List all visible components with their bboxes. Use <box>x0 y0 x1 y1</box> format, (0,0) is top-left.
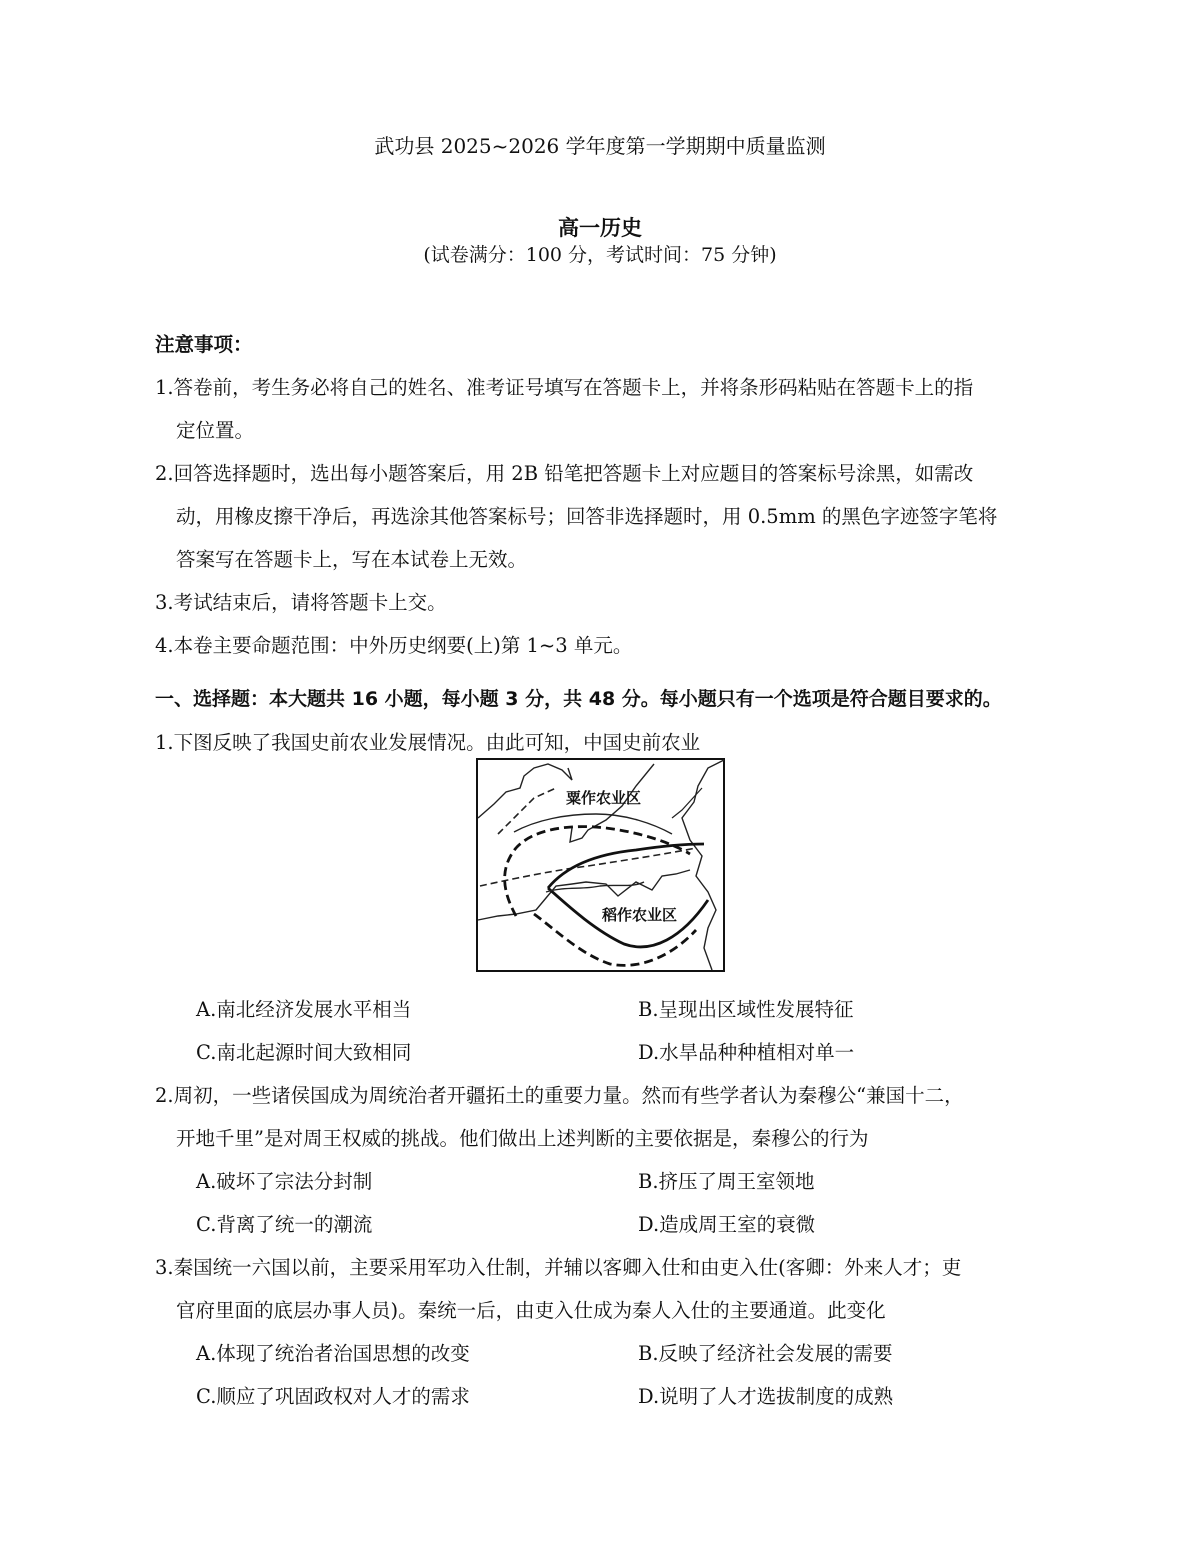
option-a[interactable]: A.南北经济发展水平相当 <box>196 998 412 1021</box>
subject-title: 高一历史 <box>558 216 642 240</box>
notice-line: 1.答卷前，考生务必将自己的姓名、准考证号填写在答题卡上，并将条形码粘贴在答题卡上的指 <box>155 376 974 399</box>
exam-title: 武功县 2025~2026 学年度第一学期期中质量监测 <box>374 134 826 158</box>
prehistoric-agriculture-map <box>476 758 726 972</box>
notice-heading: 注意事项： <box>155 333 253 356</box>
option-c[interactable]: C.南北起源时间大致相同 <box>196 1041 412 1064</box>
exam-info: (试卷满分：100 分，考试时间：75 分钟) <box>423 244 777 266</box>
question-2-stem: 开地千里”是对周王权威的挑战。他们做出上述判断的主要依据是，秦穆公的行为 <box>176 1127 869 1150</box>
notice-line: 动，用橡皮擦干净后，再选涂其他答案标号；回答非选择题时，用 0.5mm 的黑色字迹签字笔将 <box>176 505 998 528</box>
map-label-millet: 粟作农业区 <box>566 789 642 807</box>
question-3-stem: 官府里面的底层办事人员)。秦统一后，由吏入仕成为秦人入仕的主要通道。此变化 <box>176 1299 886 1322</box>
map-label-rice: 稻作农业区 <box>602 906 678 924</box>
notice-line: 4.本卷主要命题范围：中外历史纲要(上)第 1~3 单元。 <box>155 634 633 657</box>
option-a[interactable]: A.体现了统治者治国思想的改变 <box>196 1342 470 1365</box>
notice-line: 2.回答选择题时，选出每小题答案后，用 2B 铅笔把答题卡上对应题目的答案标号涂黑，如需改 <box>155 462 974 485</box>
notice-line: 3.考试结束后，请将答题卡上交。 <box>155 591 447 614</box>
option-a[interactable]: A.破坏了宗法分封制 <box>196 1170 373 1193</box>
notice-line: 定位置。 <box>176 419 255 442</box>
option-d[interactable]: D.造成周王室的衰微 <box>638 1213 816 1236</box>
option-c[interactable]: C.背离了统一的潮流 <box>196 1213 373 1236</box>
option-c[interactable]: C.顺应了巩固政权对人才的需求 <box>196 1385 470 1408</box>
option-d[interactable]: D.水旱品种种植相对单一 <box>638 1041 855 1064</box>
notice-line: 答案写在答题卡上，写在本试卷上无效。 <box>176 548 528 571</box>
section-heading: 一、选择题：本大题共 16 小题，每小题 3 分，共 48 分。每小题只有一个选项是符合题目要求的。 <box>155 688 1002 710</box>
option-b[interactable]: B.呈现出区域性发展特征 <box>638 998 854 1021</box>
option-b[interactable]: B.挤压了周王室领地 <box>638 1170 815 1193</box>
question-1-stem: 1.下图反映了我国史前农业发展情况。由此可知，中国史前农业 <box>155 731 701 754</box>
option-d[interactable]: D.说明了人才选拔制度的成熟 <box>638 1385 894 1408</box>
question-3-stem: 3.秦国统一六国以前，主要采用军功入仕制，并辅以客卿入仕和由吏入仕(客卿：外来人才；吏 <box>155 1256 962 1279</box>
question-2-stem: 2.周初，一些诸侯国成为周统治者开疆拓土的重要力量。然而有些学者认为秦穆公“兼国十二， <box>155 1084 964 1107</box>
option-b[interactable]: B.反映了经济社会发展的需要 <box>638 1342 893 1365</box>
